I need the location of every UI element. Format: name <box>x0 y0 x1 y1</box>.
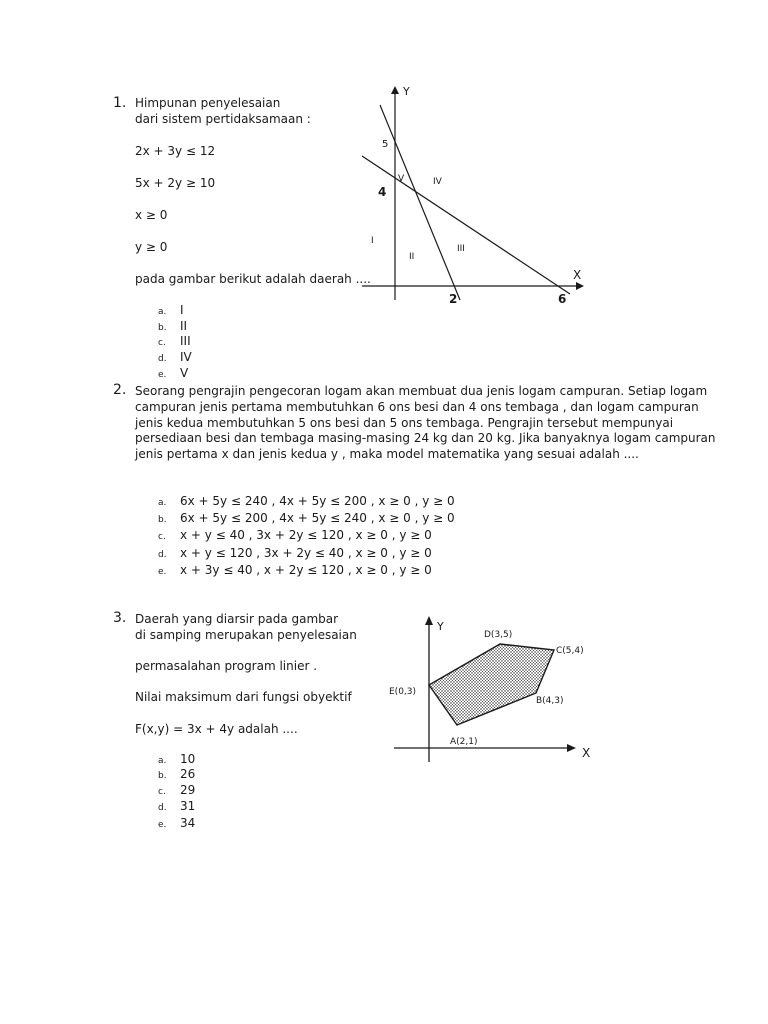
option-letter: d. <box>158 550 167 560</box>
option-letter: c. <box>158 787 166 797</box>
option-text: IV <box>180 350 192 364</box>
q3-y-arrow <box>425 616 433 625</box>
q1-inequality-4: y ≥ 0 <box>135 240 168 254</box>
option-text: V <box>180 366 189 380</box>
q1-intro-line2: dari sistem pertidaksamaan : <box>135 112 311 126</box>
q3-text-line-2: di samping merupakan penyelesaian <box>135 628 357 642</box>
q1-region-I: I <box>371 236 374 246</box>
q3-feasible-region <box>429 644 554 725</box>
q1-region-IV: IV <box>433 177 442 187</box>
q2-text-line-5: jenis pertama x dan jenis kedua y , maka model matematika yang sesuai adalah .... <box>135 447 639 461</box>
option-letter: a. <box>158 498 167 508</box>
option-text: x + 3y ≤ 40 , x + 2y ≤ 120 , x ≥ 0 , y ≥ 0 <box>180 563 432 577</box>
q1-inequality-2: 5x + 2y ≥ 10 <box>135 176 216 190</box>
option-letter: d. <box>158 354 167 364</box>
q3-axis-y-label: Y <box>437 620 444 633</box>
option-text: II <box>180 319 188 333</box>
option-text: I <box>180 303 184 317</box>
q3-option-d[interactable] <box>158 799 195 813</box>
q3-option-e[interactable] <box>158 816 195 830</box>
q3-point-C-label: C(5,4) <box>556 646 584 656</box>
q3-point-B-label: B(4,3) <box>536 696 564 706</box>
q3-text-line-5: F(x,y) = 3x + 4y adalah .... <box>135 722 298 736</box>
q3-text-line-3: permasalahan program linier . <box>135 659 318 673</box>
option-text: III <box>180 334 191 348</box>
q1-tick-x6: 6 <box>558 292 567 306</box>
option-letter: e. <box>158 820 167 830</box>
q3-number: 3. <box>113 610 127 626</box>
q1-inequality-1: 2x + 3y ≤ 12 <box>135 144 216 158</box>
q2-option-d[interactable] <box>158 546 432 560</box>
option-text: 26 <box>180 767 196 781</box>
q1-y-arrow <box>391 86 399 94</box>
q3-point-A-label: A(2,1) <box>450 737 478 747</box>
option-text: x + y ≤ 120 , 3x + 2y ≤ 40 , x ≥ 0 , y ≥ 0 <box>180 546 432 560</box>
q1-line-5x2y <box>380 105 460 300</box>
q1-x-arrow <box>576 282 584 290</box>
option-text: 10 <box>180 752 196 766</box>
q1-tick-y5: 5 <box>382 139 389 150</box>
q1-tick-y4: 4 <box>378 185 387 199</box>
option-letter: e. <box>158 370 167 380</box>
option-letter: c. <box>158 338 166 348</box>
q2-option-b[interactable] <box>158 511 455 525</box>
option-text: 34 <box>180 816 196 830</box>
q1-region-II: II <box>409 252 415 262</box>
q2-option-c[interactable] <box>158 528 432 542</box>
q3-option-c[interactable] <box>158 783 195 797</box>
option-text: 6x + 5y ≤ 200 , 4x + 5y ≤ 240 , x ≥ 0 , y ≥ 0 <box>180 511 455 525</box>
q2-option-a[interactable] <box>158 494 455 508</box>
q2-text-line-4: persediaan besi dan tembaga masing-masing 24 kg dan 20 kg. Jika banyaknya logam campuran <box>135 431 716 445</box>
q3-text-line-1: Daerah yang diarsir pada gambar <box>135 612 339 626</box>
q3-point-D-label: D(3,5) <box>484 630 513 640</box>
option-text: 6x + 5y ≤ 240 , 4x + 5y ≤ 200 , x ≥ 0 , y ≥ 0 <box>180 494 455 508</box>
option-letter: e. <box>158 567 167 577</box>
q1-region-III: III <box>457 244 465 254</box>
q1-graph <box>0 0 768 420</box>
option-letter: a. <box>158 756 167 766</box>
q2-text-line-1: Seorang pengrajin pengecoran logam akan membuat dua jenis logam campuran. Setiap logam <box>135 384 708 398</box>
q1-region-V: V <box>398 174 405 184</box>
q2-text-line-3: jenis kedua membutuhkan 5 ons besi dan 5 ons tembaga. Pengrajin tersebut mempunyai <box>135 416 674 430</box>
q3-text-line-4: Nilai maksimum dari fungsi obyektif <box>135 690 352 704</box>
q1-axis-y-label: Y <box>403 85 410 98</box>
q1-axis-x-label: X <box>573 268 582 282</box>
q2-text-line-2: campuran jenis pertama membutuhkan 6 ons besi dan 4 ons tembaga , dan logam campuran <box>135 400 699 414</box>
q3-x-arrow <box>567 744 576 752</box>
q1-line-2x3y <box>362 156 570 294</box>
option-letter: d. <box>158 803 167 813</box>
q1-intro-line1: Himpunan penyelesaian <box>135 96 281 110</box>
option-letter: a. <box>158 307 167 317</box>
q1-number: 1. <box>113 95 127 111</box>
option-letter: c. <box>158 532 166 542</box>
option-letter: b. <box>158 771 167 781</box>
option-text: 31 <box>180 799 196 813</box>
q3-axis-x-label: X <box>582 746 591 760</box>
q3-point-E-label: E(0,3) <box>389 687 417 697</box>
q3-graph <box>0 590 768 780</box>
option-letter: b. <box>158 323 167 333</box>
q1-inequality-3: x ≥ 0 <box>135 208 168 222</box>
q2-number: 2. <box>113 382 127 398</box>
q1-question: pada gambar berikut adalah daerah .... <box>135 272 371 286</box>
option-letter: b. <box>158 515 167 525</box>
q1-tick-x2: 2 <box>449 292 458 306</box>
option-text: 29 <box>180 783 196 797</box>
q2-option-e[interactable] <box>158 563 432 577</box>
option-text: x + y ≤ 40 , 3x + 2y ≤ 120 , x ≥ 0 , y ≥ 0 <box>180 528 432 542</box>
